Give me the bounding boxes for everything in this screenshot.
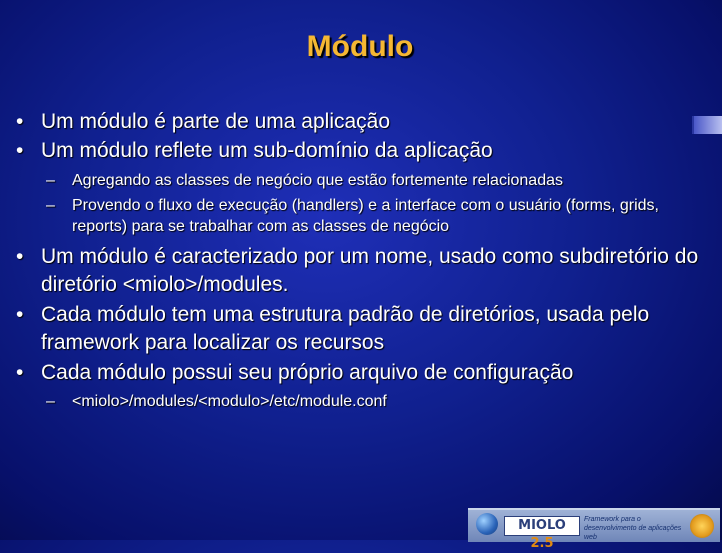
bullet-text: Um módulo reflete um sub-domínio da aplicação [41,139,493,162]
miolo-logo [504,516,580,551]
slide-title: Módulo [306,30,414,63]
seal-logo-icon [690,514,714,538]
globe-logo-icon [476,513,498,535]
bullet-marker: • [16,245,24,268]
dash-marker: – [46,393,55,410]
brand-version: 2.5 [530,536,554,551]
bullet-marker: • [16,139,24,162]
banner-tagline: Framework para o desenvolvimento de aplicações web [584,516,682,541]
bullet-text: Cada módulo possui seu próprio arquivo de configuração [41,361,574,384]
brand-name: MIOLO [518,518,566,533]
sub-bullet-text: Provendo o fluxo de execução (handlers) e a interface com o usuário (forms, grids, reports) para se trabalhar com as classes de negócio [72,197,659,235]
dash-marker: – [46,197,55,214]
bullet-text: Um módulo é caracterizado por um nome, usado como subdiretório do diretório <miolo>/modules. [41,245,699,296]
bullet-marker: • [16,361,24,384]
sub-bullet-text: Agregando as classes de negócio que estão fortemente relacionadas [72,172,563,189]
bullet-marker: • [16,303,24,326]
dash-marker: – [46,172,55,189]
miolo-banner [468,508,720,551]
bullet-marker: • [16,110,24,133]
bullet-text: Cada módulo tem uma estrutura padrão de diretórios, usada pelo framework para localizar os recursos [41,303,650,354]
bullet-text: Um módulo é parte de uma aplicação [41,110,391,133]
sub-bullet-text: <miolo>/modules/<modulo>/etc/module.conf [72,393,387,410]
